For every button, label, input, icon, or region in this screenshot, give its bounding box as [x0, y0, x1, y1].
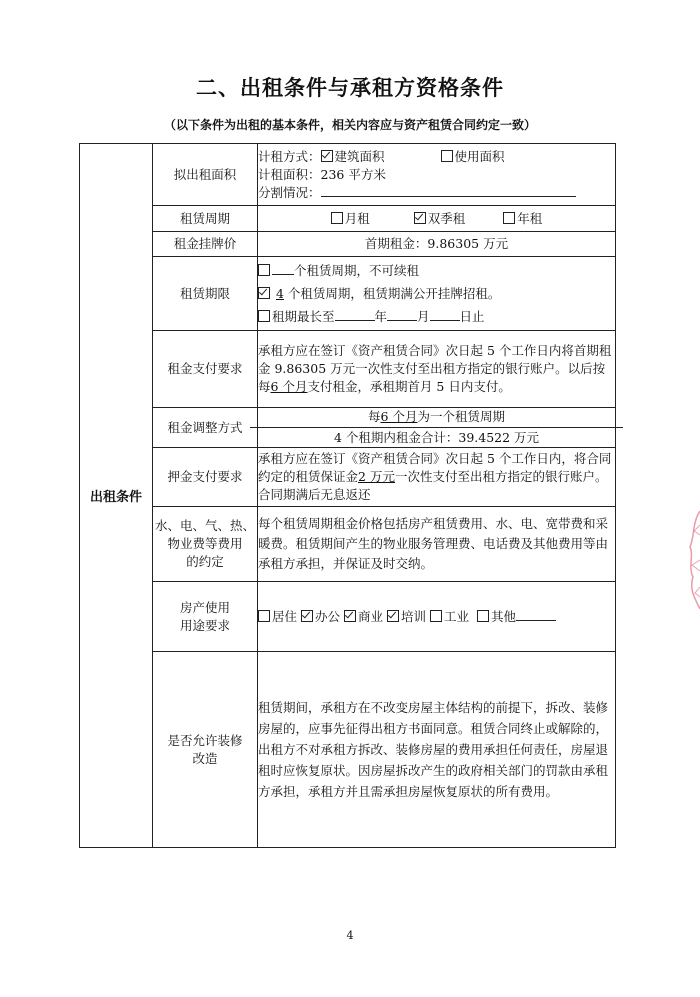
usage-label [153, 582, 258, 652]
row-payment [80, 331, 616, 408]
checkbox-building-area-icon[interactable] [321, 150, 333, 162]
checkbox-usable-area-icon[interactable] [441, 150, 453, 162]
deposit-label: 押金支付要求 [153, 448, 258, 507]
utilities-value: 每个租赁周期租金价格包括房产租赁费用、水、电、宽带费和采暖费。租赁期间产生的物业服务管理费、电话费及其他费用等由承租方承担，并保证及时交纳。 [258, 507, 616, 582]
option-usable-area: 使用面积 [454, 148, 505, 164]
checkbox-other-icon[interactable] [477, 610, 489, 622]
term-day-label: 日止 [459, 308, 485, 324]
row-price [80, 232, 616, 257]
area-value [258, 144, 616, 206]
term-month-label: 月 [417, 308, 430, 324]
area-split-line [258, 184, 615, 202]
adjust-label: 租金调整方式 [153, 408, 258, 448]
checkbox-residential-icon[interactable] [258, 610, 270, 622]
row-utilities [80, 507, 616, 582]
section-label: 出租条件 [80, 144, 153, 848]
adjust-interval: 6 个月 [380, 409, 418, 424]
adjust-suffix: 为一个租赁周期 [417, 409, 505, 424]
term-month-blank [387, 308, 417, 321]
term-option-1 [258, 262, 615, 280]
row-area [80, 144, 616, 206]
option-training: 培训 [401, 608, 427, 624]
payment-text-2: 支付租金，承租期首月 5 日内支付。 [307, 379, 511, 394]
term-option-2-text: 个租赁周期，租赁期满公开挂牌招租。 [287, 285, 501, 301]
area-method-prefix: 计租方式： [258, 148, 321, 164]
utilities-label-2: 物业费等费用 [167, 536, 243, 551]
term-day-blank [430, 308, 460, 321]
payment-value [258, 331, 616, 408]
term-period-count: 4 [275, 285, 284, 301]
area-label: 拟出租面积 [153, 144, 258, 206]
area-size: 计租面积：236 平方米 [258, 166, 386, 182]
option-building-area: 建筑面积 [334, 148, 385, 164]
term-option-2 [258, 285, 615, 303]
adjust-line-2: 4 个租期内租金合计：39.4522 万元 [333, 430, 540, 445]
option-residential: 居住 [272, 608, 298, 624]
option-yearly: 年租 [517, 210, 543, 226]
deposit-text-1: 承租方应在签订《资产租赁合同》次日起 5 个工作日内，将合同约定的租赁保证金 [258, 451, 612, 484]
term-value [258, 257, 616, 331]
checkbox-yearly-icon[interactable] [503, 212, 515, 224]
term-option-1-text: 个租赁周期，不可续租 [294, 262, 420, 278]
area-split-blank [321, 184, 576, 197]
utilities-label-3: 的约定 [186, 554, 224, 569]
option-monthly: 月租 [344, 210, 370, 226]
utilities-label-1: 水、电、气、热、 [154, 518, 255, 533]
payment-text-1: 承租方应在签订《资产租赁合同》次日起 5 个工作日内将首期租金 9.86305 万元一次性支付至出租方指定的银行账户。以后按每 [258, 343, 612, 394]
checkbox-industrial-icon[interactable] [430, 610, 442, 622]
row-term [80, 257, 616, 331]
page-title: 二、出租条件与承租方资格条件 [196, 76, 504, 100]
usage-value [258, 582, 616, 652]
option-office: 办公 [315, 608, 341, 624]
payment-label: 租金支付要求 [153, 331, 258, 408]
utilities-label [153, 507, 258, 582]
renovation-value: 租赁期间，承租方在不改变房屋主体结构的前提下，拆改、装修房屋的，应事先征得出租方书面同意。租赁合同终止或解除的，出租方不对承租方拆改、装修房屋的费用承担任何责任，房屋退租时应恢复原状。因房屋拆改产生的政府相关部门的罚款由承租方承担，承租方并且需承担房屋恢复原状的所有费用。 [258, 652, 616, 848]
term-option-3 [258, 308, 615, 326]
checkbox-term-max-date-icon[interactable] [258, 310, 270, 322]
usage-label-2: 用途要求 [179, 617, 230, 633]
checkbox-monthly-icon[interactable] [331, 212, 343, 224]
term-max-prefix: 租期最长至 [272, 308, 335, 324]
term-count-blank [272, 262, 294, 275]
renovation-label-2: 改造 [192, 750, 218, 766]
usage-label-1: 房产使用 [179, 599, 230, 615]
checkbox-office-icon[interactable] [301, 610, 313, 622]
checkbox-term-nonrenewable-icon[interactable] [258, 264, 270, 276]
page-subtitle: （以下条件为出租的基本条件，相关内容应与资产租赁合同约定一致） [163, 118, 536, 132]
deposit-amount: 2 万元 [358, 469, 395, 484]
term-year-blank [335, 308, 375, 321]
checkbox-training-icon[interactable] [387, 610, 399, 622]
row-renovation [80, 652, 616, 848]
option-industrial: 工业 [444, 608, 470, 624]
area-method-line [258, 148, 615, 166]
adjust-prefix: 每 [368, 409, 381, 424]
page-number: 4 [346, 929, 354, 942]
payment-interval: 6 个月 [270, 379, 308, 394]
seal-edge-icon [686, 505, 700, 615]
usage-other-blank [516, 608, 556, 621]
deposit-value [258, 448, 616, 507]
adjust-line-1 [258, 408, 615, 426]
checkbox-semiannual-icon[interactable] [414, 212, 426, 224]
price-value: 首期租金：9.86305 万元 [258, 232, 616, 257]
term-year-label: 年 [374, 308, 388, 324]
checkbox-commercial-icon[interactable] [344, 610, 356, 622]
row-adjust [80, 408, 616, 448]
adjust-divider [250, 427, 623, 428]
adjust-value [258, 408, 616, 448]
option-semiannual: 双季租 [427, 210, 466, 226]
lease-conditions-table [79, 143, 616, 848]
area-split-label: 分割情况： [258, 184, 321, 200]
checkbox-term-periods-icon[interactable] [258, 287, 270, 299]
term-label: 租赁期限 [153, 257, 258, 331]
deposit-text-2: 一次性支付至出租方指定的银行账户。合同期满后无息返还 [258, 469, 608, 502]
row-usage [80, 582, 616, 652]
option-commercial: 商业 [358, 608, 384, 624]
price-label: 租金挂牌价 [153, 232, 258, 257]
period-label: 租赁周期 [153, 206, 258, 232]
renovation-label [153, 652, 258, 848]
row-period [80, 206, 616, 232]
renovation-label-1: 是否允许装修 [167, 732, 243, 748]
option-other: 其他 [490, 608, 516, 624]
usage-options [258, 608, 615, 626]
row-deposit [80, 448, 616, 507]
period-value [258, 206, 616, 232]
